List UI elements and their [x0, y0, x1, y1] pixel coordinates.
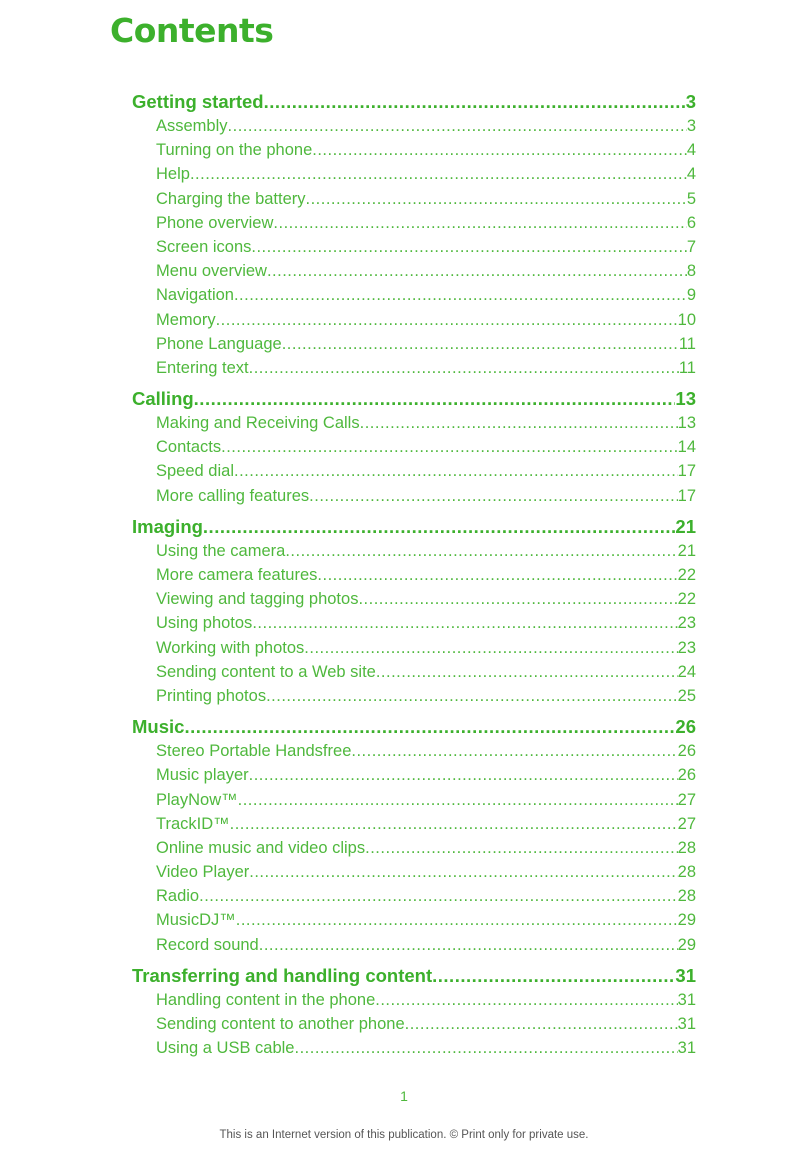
toc-entry[interactable] — [132, 332, 696, 356]
toc-page-number: 31 — [677, 1015, 696, 1033]
toc-entry[interactable] — [132, 114, 696, 138]
toc-page-number: 17 — [677, 462, 696, 481]
toc-page-number: 25 — [677, 686, 696, 705]
toc-leader-dots — [199, 884, 678, 908]
toc-entry[interactable] — [132, 763, 696, 787]
toc-entry-label: Menu overview — [156, 262, 267, 281]
toc-section-getting-started — [132, 89, 696, 380]
toc-entry[interactable] — [132, 187, 696, 211]
toc-heading[interactable] — [132, 514, 696, 539]
toc-leader-dots — [228, 114, 687, 138]
toc-entry[interactable] — [132, 283, 696, 307]
toc-leader-dots — [304, 636, 677, 660]
toc-leader-dots — [317, 563, 677, 587]
toc-leader-dots — [267, 259, 687, 283]
toc-page-number: 17 — [677, 486, 696, 505]
toc-page-number: 23 — [677, 638, 696, 657]
toc-entry-label: Viewing and tagging photos — [156, 590, 359, 609]
toc-entry[interactable] — [132, 988, 696, 1012]
toc-leader-dots — [216, 308, 678, 332]
toc-leader-dots — [249, 763, 678, 787]
toc-leader-dots — [405, 1012, 678, 1036]
toc-page-number: 21 — [675, 515, 696, 537]
toc-entry-label: Working with photos — [156, 638, 305, 657]
toc-leader-dots — [360, 411, 678, 435]
toc-entry-label: Stereo Portable Handsfree — [156, 742, 352, 761]
toc-entry[interactable] — [132, 162, 696, 186]
toc-heading-label: Music — [132, 716, 185, 738]
toc-leader-dots — [252, 611, 677, 635]
toc-section-transferring — [132, 963, 696, 1061]
toc-page-number: 13 — [675, 388, 696, 410]
toc-heading[interactable] — [132, 714, 696, 739]
toc-entry-label: Navigation — [156, 286, 234, 305]
toc-page-number: 7 — [686, 237, 696, 256]
toc-leader-dots — [273, 211, 686, 235]
toc-entry-label: Speed dial — [156, 462, 234, 481]
toc-page-number: 27 — [677, 790, 696, 809]
toc-leader-dots — [312, 138, 687, 162]
toc-page-number: 31 — [677, 990, 696, 1009]
toc-entry[interactable] — [132, 563, 696, 587]
toc-entry-label: TrackID™ — [156, 814, 230, 833]
toc-heading[interactable] — [132, 89, 696, 114]
toc-page-number: 27 — [677, 814, 696, 833]
toc-entry[interactable] — [132, 411, 696, 435]
toc-entry[interactable] — [132, 308, 696, 332]
toc-leader-dots — [432, 963, 675, 988]
toc-entry[interactable] — [132, 356, 696, 380]
toc-page-number: 24 — [677, 662, 696, 681]
toc-section-calling — [132, 386, 696, 508]
toc-entry-label: Memory — [156, 310, 216, 329]
toc-leader-dots — [249, 860, 677, 884]
toc-page-number: 29 — [677, 935, 696, 954]
toc-leader-dots — [190, 162, 687, 186]
toc-entry-label: Sending content to a Web site — [156, 662, 376, 681]
toc-entry-label: Handling content in the phone — [156, 990, 376, 1009]
toc-leader-dots — [375, 988, 677, 1012]
toc-entry[interactable] — [132, 1036, 696, 1060]
toc-entry-label: Online music and video clips — [156, 838, 366, 857]
toc-leader-dots — [376, 660, 678, 684]
table-of-contents — [132, 89, 696, 1060]
toc-entry[interactable] — [132, 860, 696, 884]
page-title: Contents — [110, 11, 274, 50]
toc-entry-label: Entering text — [156, 358, 249, 377]
toc-entry-label: Charging the battery — [156, 189, 306, 208]
toc-entry-label: Music player — [156, 766, 249, 785]
toc-leader-dots — [351, 739, 677, 763]
toc-leader-dots — [358, 587, 677, 611]
toc-page-number: 8 — [686, 262, 696, 281]
toc-heading-label: Imaging — [132, 515, 203, 537]
toc-entry-label: Radio — [156, 887, 200, 906]
toc-leader-dots — [194, 386, 676, 411]
toc-page-number: 28 — [677, 838, 696, 857]
toc-leader-dots — [295, 1036, 678, 1060]
toc-page-number: 9 — [686, 286, 696, 305]
toc-heading-label: Calling — [132, 388, 194, 410]
toc-entry[interactable] — [132, 259, 696, 283]
footer-notice: This is an Internet version of this publication. © Print only for private use. — [219, 1129, 589, 1141]
toc-entry[interactable] — [132, 435, 696, 459]
toc-heading[interactable] — [132, 386, 696, 411]
toc-leader-dots — [365, 836, 678, 860]
toc-entry[interactable] — [132, 933, 696, 957]
toc-page-number: 11 — [678, 358, 696, 377]
toc-entry-label: Turning on the phone — [156, 141, 313, 160]
toc-entry-label: Record sound — [156, 935, 259, 954]
toc-page-number: 23 — [677, 614, 696, 633]
toc-leader-dots — [251, 235, 686, 259]
toc-page-number: 22 — [677, 566, 696, 584]
toc-entry-label: More camera features — [156, 566, 318, 584]
toc-entry[interactable] — [132, 636, 696, 660]
toc-section-music — [132, 714, 696, 957]
toc-leader-dots — [266, 684, 678, 708]
toc-entry[interactable] — [132, 788, 696, 812]
toc-leader-dots — [234, 459, 678, 483]
toc-entry[interactable] — [132, 660, 696, 684]
toc-heading-label: Transferring and handling content — [132, 964, 433, 986]
toc-page-number: 26 — [677, 742, 696, 761]
toc-entry[interactable] — [132, 908, 696, 932]
toc-entry[interactable] — [132, 459, 696, 483]
toc-page-number: 26 — [675, 716, 696, 738]
toc-entry[interactable] — [132, 539, 696, 563]
toc-leader-dots — [234, 283, 687, 307]
toc-entry[interactable] — [132, 812, 696, 836]
toc-leader-dots — [203, 514, 676, 539]
toc-section-imaging — [132, 514, 696, 708]
toc-page-number: 31 — [675, 964, 696, 986]
toc-leader-dots — [221, 435, 678, 459]
toc-leader-dots — [236, 908, 678, 932]
toc-entry[interactable] — [132, 684, 696, 708]
toc-page-number: 29 — [677, 911, 696, 930]
toc-entry-label: Assembly — [156, 117, 228, 135]
toc-entry[interactable] — [132, 884, 696, 908]
toc-entry-label: Using a USB cable — [156, 1039, 295, 1058]
toc-page-number: 4 — [686, 165, 696, 184]
toc-page-number: 4 — [686, 141, 696, 160]
toc-page-number: 28 — [677, 863, 696, 882]
toc-entry-label: Phone Language — [156, 334, 282, 353]
toc-entry-label: Making and Receiving Calls — [156, 414, 360, 433]
toc-entry[interactable] — [132, 1012, 696, 1036]
toc-entry-label: MusicDJ™ — [156, 911, 236, 930]
toc-heading-label: Getting started — [132, 91, 264, 112]
toc-entry[interactable] — [132, 739, 696, 763]
toc-entry[interactable] — [132, 211, 696, 235]
toc-page-number: 10 — [677, 310, 696, 329]
toc-leader-dots — [249, 356, 679, 380]
toc-entry-label: More calling features — [156, 486, 310, 505]
page-number: 1 — [400, 1088, 408, 1104]
toc-page-number: 3 — [686, 117, 696, 135]
toc-page-number: 22 — [677, 590, 696, 609]
toc-leader-dots — [259, 933, 678, 957]
toc-entry[interactable] — [132, 138, 696, 162]
toc-entry-label: Contacts — [156, 438, 222, 457]
toc-page-number: 5 — [686, 189, 696, 208]
toc-page-number: 13 — [677, 414, 696, 433]
toc-leader-dots — [184, 714, 675, 739]
toc-entry[interactable] — [132, 235, 696, 259]
toc-entry-label: Sending content to another phone — [156, 1015, 405, 1033]
toc-page-number: 21 — [677, 541, 696, 560]
toc-entry[interactable] — [132, 587, 696, 611]
toc-page-number: 31 — [677, 1039, 696, 1058]
toc-entry[interactable] — [132, 611, 696, 635]
toc-entry-label: Printing photos — [156, 686, 267, 705]
toc-leader-dots — [238, 788, 678, 812]
toc-entry[interactable] — [132, 836, 696, 860]
toc-leader-dots — [285, 539, 677, 563]
toc-entry-label: Video Player — [156, 863, 250, 882]
toc-entry-label: Using photos — [156, 614, 253, 633]
toc-entry-label: Phone overview — [156, 213, 274, 232]
toc-leader-dots — [282, 332, 679, 356]
toc-page-number: 26 — [677, 766, 696, 785]
toc-entry-label: PlayNow™ — [156, 790, 238, 809]
toc-page-number: 6 — [686, 213, 696, 232]
toc-leader-dots — [230, 812, 678, 836]
toc-leader-dots — [309, 484, 677, 508]
toc-entry-label: Help — [156, 165, 190, 184]
toc-page-number: 28 — [677, 887, 696, 906]
toc-page-number: 11 — [678, 334, 696, 353]
toc-leader-dots — [264, 89, 686, 114]
toc-entry-label: Screen icons — [156, 237, 252, 256]
toc-entry[interactable] — [132, 484, 696, 508]
toc-page-number: 3 — [685, 91, 696, 112]
toc-leader-dots — [306, 187, 687, 211]
toc-entry-label: Using the camera — [156, 541, 286, 560]
toc-heading[interactable] — [132, 963, 696, 988]
toc-page-number: 14 — [677, 438, 696, 457]
